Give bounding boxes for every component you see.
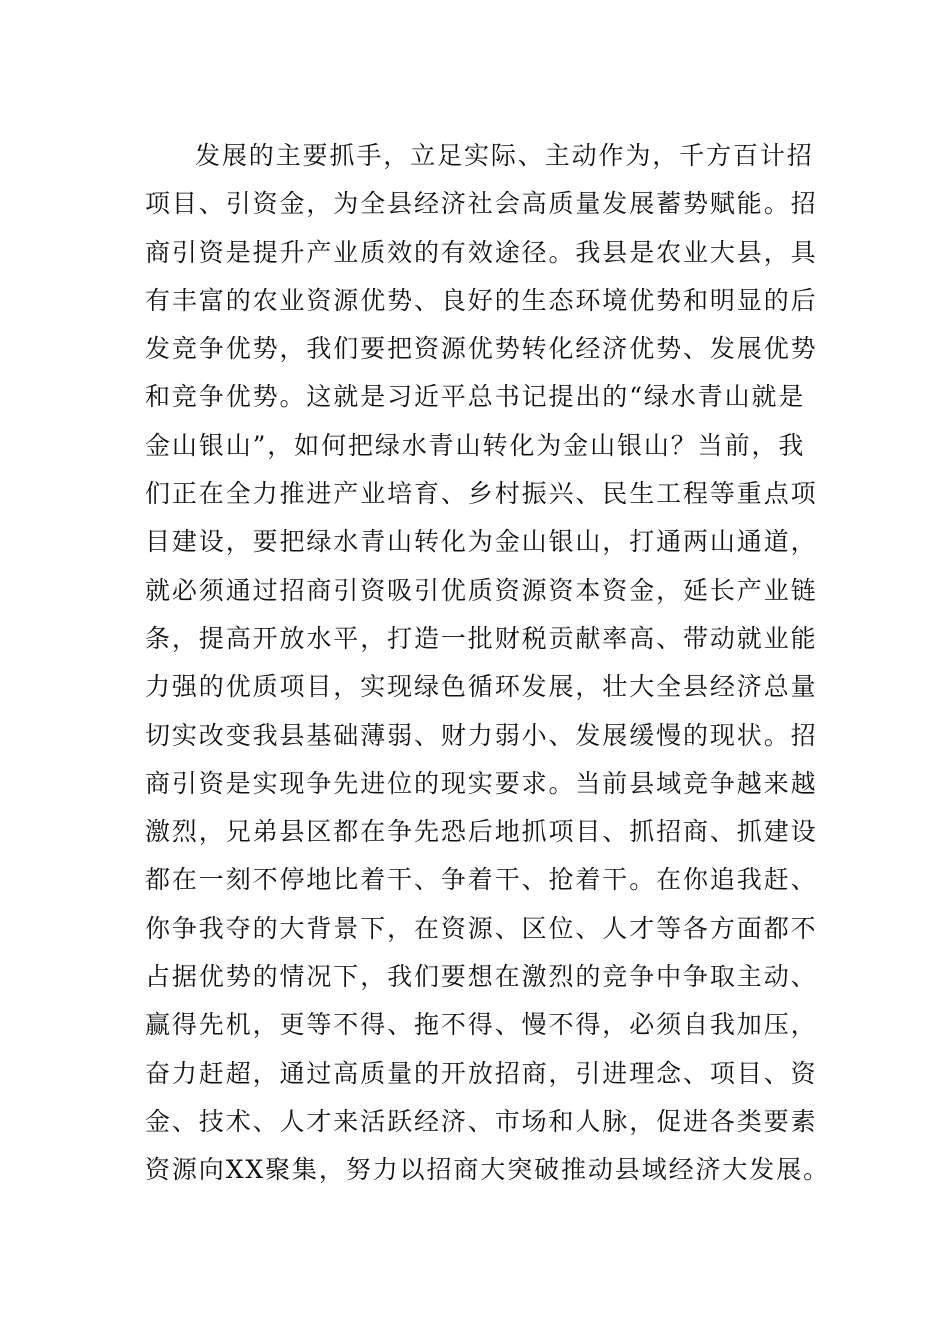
text-line: 商引资是实现争先进位的现实要求。当前县域竞争越来越 — [145, 768, 818, 798]
text-line: 条，提高开放水平，打造一批财税贡献率高、带动就业能 — [145, 623, 818, 653]
text-line: 发竞争优势，我们要把资源优势转化经济优势、发展优势 — [145, 334, 818, 364]
text-line: 项目、引资金，为全县经济社会高质量发展蓄势赋能。招 — [145, 189, 818, 219]
text-line: 就必须通过招商引资吸引优质资源资本资金，延长产业链 — [145, 575, 818, 605]
text-line: 们正在全力推进产业培育、乡村振兴、民生工程等重点项 — [145, 479, 818, 509]
text-line: 金、技术、人才来活跃经济、市场和人脉，促进各类要素 — [145, 1106, 818, 1136]
text-line: 奋力赶超，通过高质量的开放招商，引进理念、项目、资 — [145, 1058, 818, 1088]
body-paragraph — [145, 132, 830, 1195]
text-line: 发展的主要抓手，立足实际、主动作为，千方百计招 — [195, 141, 814, 170]
text-line: 赢得先机，更等不得、拖不得、慢不得，必须自我加压， — [145, 1010, 818, 1040]
text-line: 切实改变我县基础薄弱、财力弱小、发展缓慢的现状。招 — [145, 720, 818, 750]
text-line: 和竞争优势。这就是习近平总书记提出的“绿水青山就是 — [145, 382, 806, 412]
text-line: 资源向XX聚集，努力以招商大突破推动县域经济大发展。 — [145, 1155, 830, 1185]
text-line: 激烈，兄弟县区都在争先恐后地抓项目、抓招商、抓建设 — [145, 817, 818, 847]
text-line: 你争我夺的大背景下，在资源、区位、人才等各方面都不 — [145, 913, 818, 943]
text-line: 有丰富的农业资源优势、良好的生态环境优势和明显的后 — [145, 285, 818, 315]
text-line: 力强的优质项目，实现绿色循环发展，壮大全县经济总量 — [145, 672, 818, 702]
text-line: 占据优势的情况下，我们要想在激烈的竞争中争取主动、 — [145, 962, 818, 992]
text-line: 金山银山”，如何把绿水青山转化为金山银山？当前，我 — [145, 430, 806, 460]
text-line: 都在一刻不停地比着干、争着干、抢着干。在你追我赶、 — [145, 865, 818, 895]
text-line: 目建设，要把绿水青山转化为金山银山，打通两山通道， — [145, 527, 818, 557]
text-line: 商引资是提升产业质效的有效途径。我县是农业大县，具 — [145, 237, 818, 267]
